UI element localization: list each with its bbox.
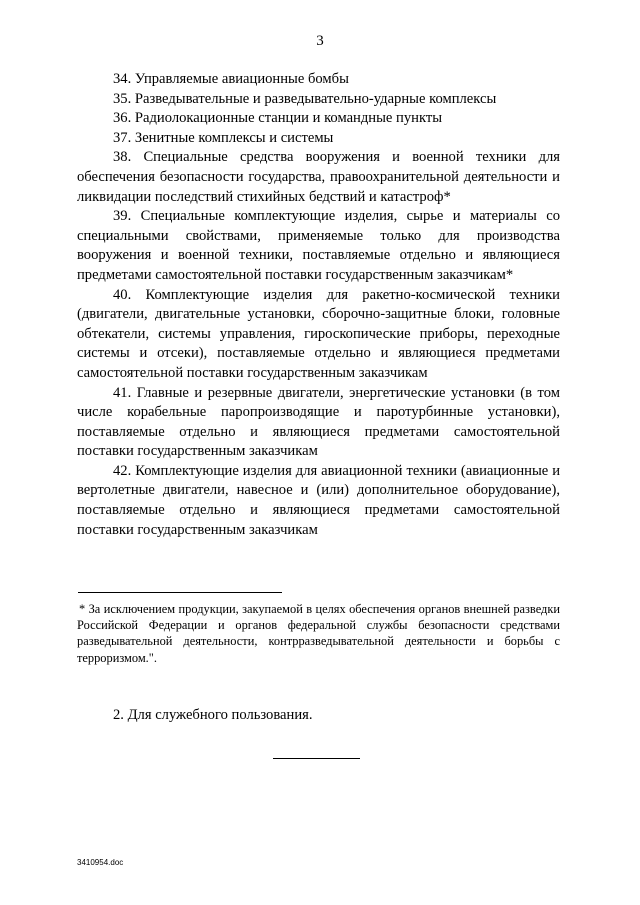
list-item-39: 39. Специальные комплектующие изделия, сырье и материалы со специальными свойствами, применяемые только для производства вооружения и военной техники, поставляемые отдельно и являющиеся предметами самостоятельной поставки государственным заказчикам* [77, 208, 560, 283]
list-item-34: 34. Управляемые авиационные бомбы [113, 71, 349, 87]
end-of-text-divider [273, 758, 360, 759]
page-number: 3 [316, 33, 324, 49]
list-item-40: 40. Комплектующие изделия для ракетно-космической техники (двигатели, двигательные установки, сборочно-защитные блоки, головные обтекатели, системы управления, гироскопические приборы, переходные системы и отсеки), поставляемые отдельно и являющиеся предметами самостоятельной поставки государственным заказчикам [77, 286, 560, 381]
list-item-42: 42. Комплектующие изделия для авиационной техники (авиационные и вертолетные двигатели, навесное и (или) дополнительное оборудование), поставляемые отдельно и являющиеся предметами самостоятельной поставки государственным заказчикам [77, 462, 560, 538]
list-item-35: 35. Разведывательные и разведывательно-ударные комплексы [113, 90, 497, 107]
footnote-divider [78, 592, 282, 593]
body-text [77, 70, 560, 540]
list-item-41: 41. Главные и резервные двигатели, энергетические установки (в том числе корабельные паропроизводящие и паротурбинные установки), поставляемые отдельно и являющиеся предметами самостоятельной поставки государственным заказчикам [77, 384, 560, 460]
section-2-paragraph: 2. Для служебного пользования. [113, 707, 313, 723]
list-item-36: 36. Радиолокационные станции и командные пункты [113, 110, 443, 127]
list-item-37: 37. Зенитные комплексы и системы [113, 129, 334, 146]
list-item-38: 38. Специальные средства вооружения и военной техники для обеспечения безопасности государства, правоохранительной деятельности и ликвидации последствий стихийных бедствий и катастроф* [77, 149, 560, 205]
document-file-id: 3410954.doc [77, 858, 124, 867]
footnote: * За исключением продукции, закупаемой в целях обеспечения органов внешней разведки Российской Федерации и органов федеральной службы безопасности средствами разведывательной деятельности, контрразведывательной деятельности и борьбы с терроризмом.". [77, 602, 560, 665]
